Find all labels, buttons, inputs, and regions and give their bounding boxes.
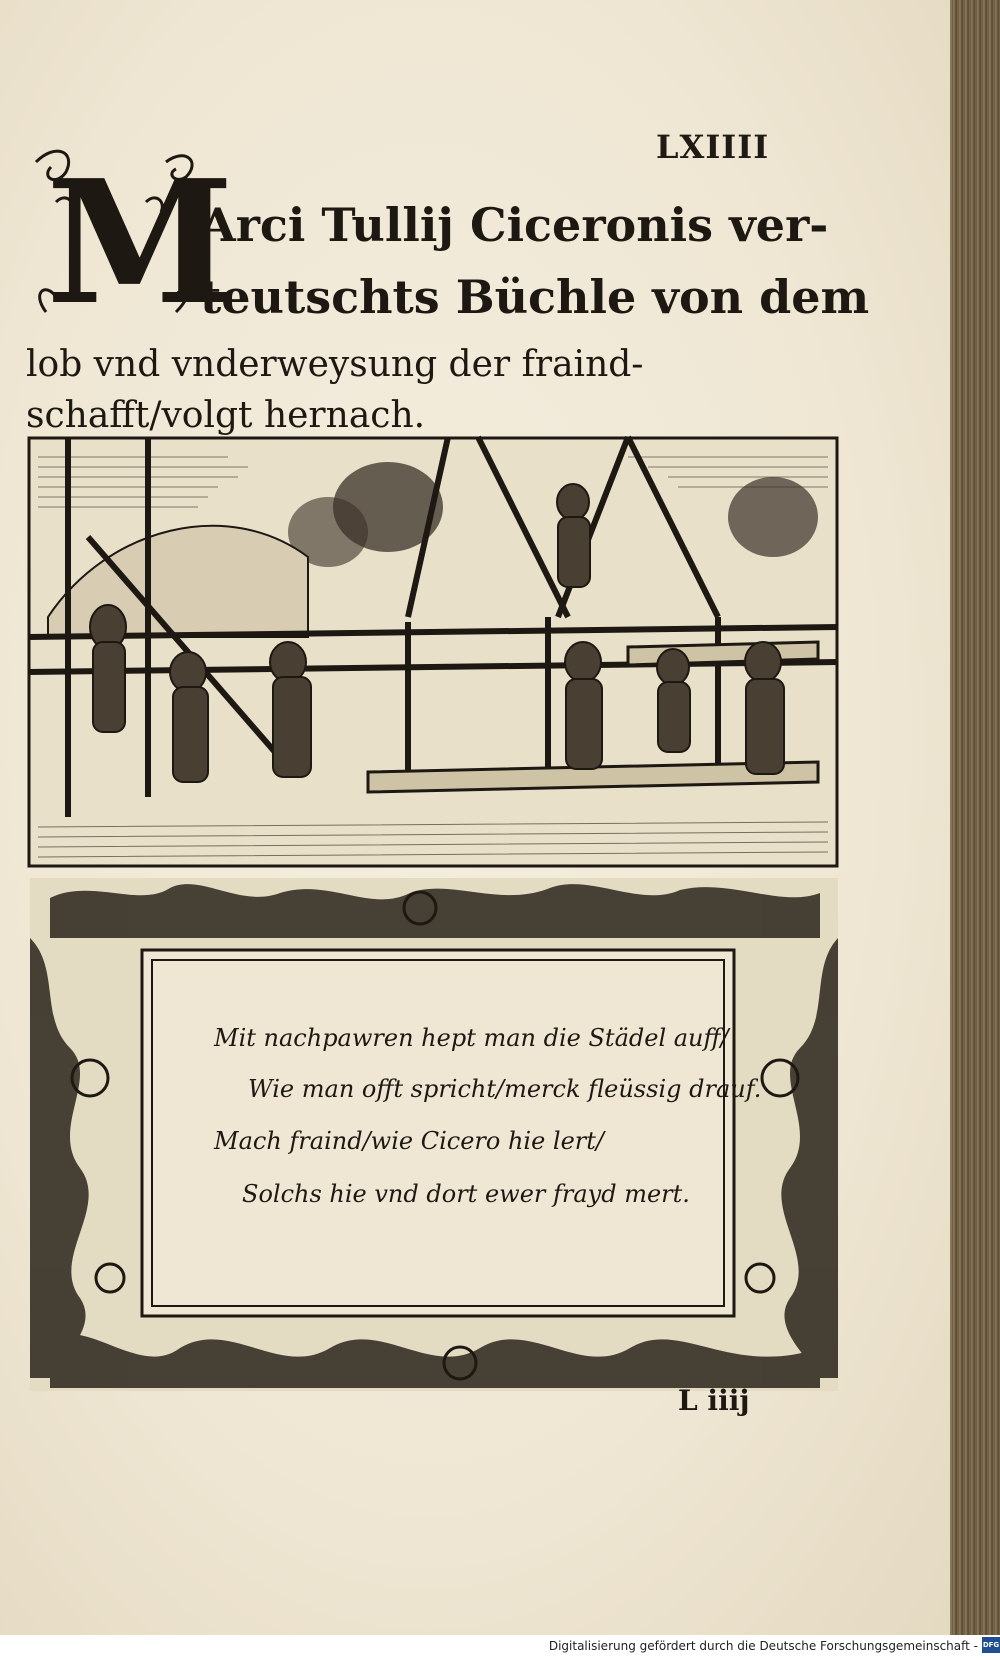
title-line-3: lob vnd vnderweysung der fraind-: [26, 344, 644, 385]
book-edge: [952, 0, 1000, 1635]
verse-line-3: Mach fraind/wie Cicero hie lert/: [214, 1127, 604, 1155]
dfg-logo: DFG: [982, 1637, 1000, 1653]
decorated-initial: [26, 142, 235, 343]
verse-line-4: Solchs hie vnd dort ewer frayd mert.: [242, 1180, 690, 1208]
folio-number: LXIIII: [656, 128, 770, 166]
footer-bar: [0, 1635, 1000, 1660]
title-line-4: schafft/volgt hernach.: [26, 395, 426, 436]
verse-line-2: Wie man offt spricht/merck fleüssig drauf.: [248, 1075, 762, 1103]
title-line-1: Arci Tullij Ciceronis ver-: [200, 198, 829, 252]
funding-credit: Digitalisierung gefördert durch die Deutsche Forschungsgemeinschaft -: [548, 1639, 978, 1653]
woodcut-barn-raising-illustration: [28, 437, 838, 867]
initial-letter: M: [46, 143, 235, 343]
verse-line-1: Mit nachpawren hept man die Städel auff/: [214, 1024, 729, 1052]
signature-mark: L iiij: [678, 1384, 750, 1417]
title-line-2: teutschts Büchle von dem: [200, 270, 870, 324]
